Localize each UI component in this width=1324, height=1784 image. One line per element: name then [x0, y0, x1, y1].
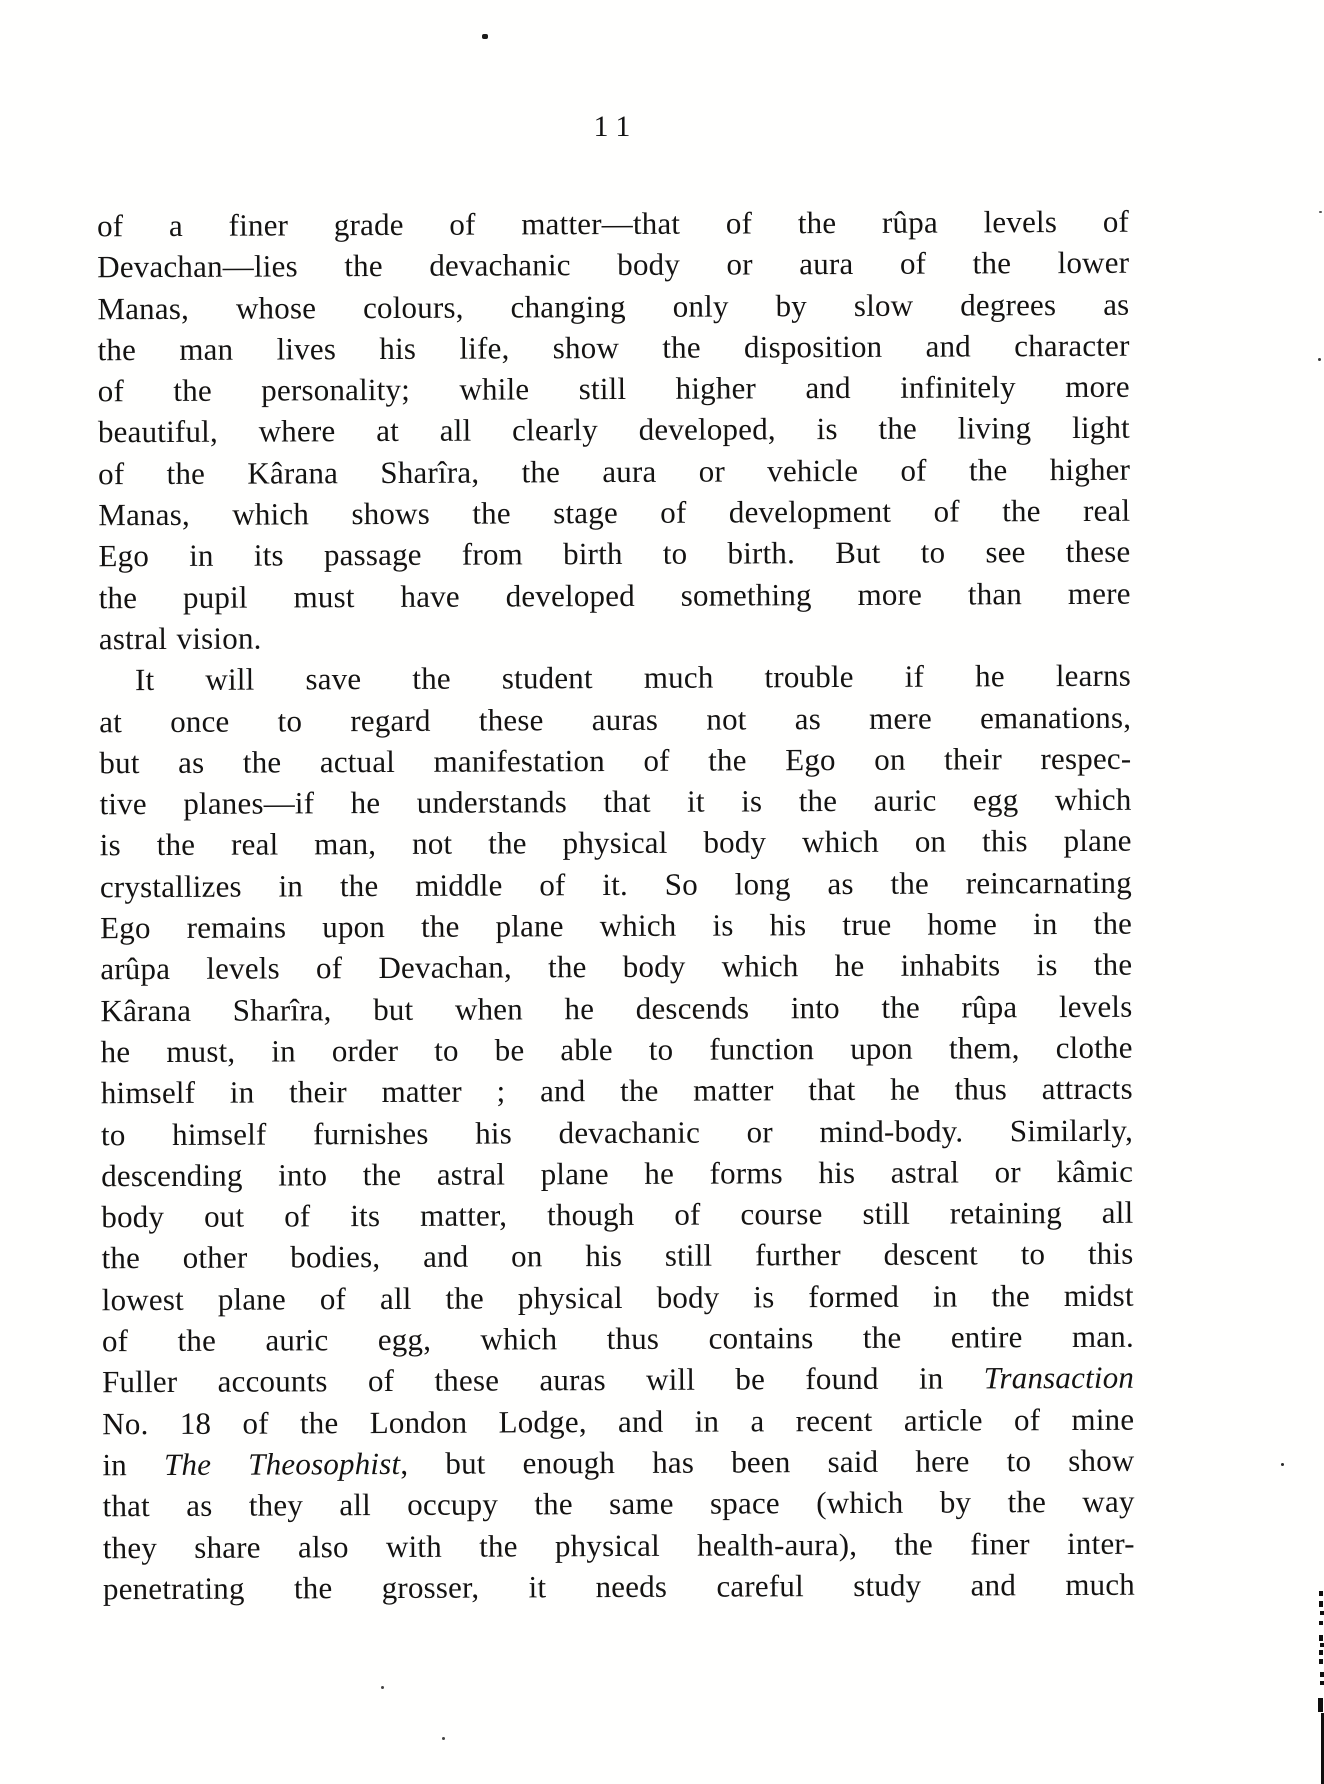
text-run: No. 18 of the London Lodge, and in a recent article of mine: [102, 1401, 1135, 1441]
text-line: [101, 1151, 1133, 1197]
text-line: [100, 944, 1132, 990]
text-line: [102, 1440, 1134, 1486]
scan-speck: [381, 1686, 384, 1689]
text-line: [103, 1522, 1135, 1568]
text-line: [100, 820, 1132, 866]
text-line: [102, 1398, 1134, 1444]
text-run: Manas, which shows the stage of development of the real: [98, 492, 1131, 533]
text-run: body out of its matter, though of course still retaining all: [101, 1194, 1134, 1235]
text-run: lowest plane of all the physical body is formed in the midst: [101, 1277, 1134, 1317]
text-line: [100, 903, 1132, 949]
text-run: Ego in its passage from birth to birth. But to see these: [98, 534, 1131, 574]
page-number: 11: [593, 110, 639, 143]
text-run: to himself furnishes his devachanic or mind-body. Similarly,: [100, 1112, 1134, 1152]
text-run: tive planes—if he understands that it is the auric egg which: [99, 781, 1132, 822]
scan-speck: [1281, 1463, 1284, 1466]
text-run: Kârana Sharîra, but when he descends into the rûpa levels: [100, 988, 1133, 1028]
text-run: himself in their matter ; and the matter that he thus attracts: [100, 1070, 1133, 1111]
text-line: [99, 572, 1131, 618]
scan-speck: [1318, 358, 1321, 361]
text-line: [98, 490, 1130, 536]
text-line: [103, 1481, 1135, 1527]
text-line: [97, 242, 1129, 288]
text-run: in: [102, 1446, 165, 1483]
text-run: Devachan—lies the devachanic body or aura of the lower: [97, 245, 1130, 285]
text-line: [99, 614, 1131, 660]
text-line: [98, 449, 1130, 495]
scan-speck: [442, 1737, 445, 1740]
text-line: [101, 1027, 1133, 1073]
text-line: [97, 325, 1129, 371]
text-line: [101, 1109, 1133, 1155]
text-run: at once to regard these auras not as mere emanations,: [99, 699, 1132, 739]
text-run: , but enough has been said here to show: [400, 1442, 1135, 1481]
text-line: [98, 366, 1130, 412]
italic-text-run: The Theosophist: [163, 1445, 401, 1482]
text-run: Manas, whose colours, changing only by slow degrees as: [97, 286, 1130, 326]
text-line: [99, 779, 1131, 825]
text-run: of a finer grade of matter—that of the rûpa levels of: [96, 203, 1130, 244]
text-run: descending into the astral plane he forms his astral or kâmic: [101, 1153, 1134, 1194]
text-run: is the real man, not the physical body which on this plane: [99, 823, 1132, 863]
text-run: that as they all occupy the same space (which by the way: [102, 1483, 1135, 1524]
text-run: arûpa levels of Devachan, the body which he inhabits is the: [100, 947, 1133, 987]
text-run: he must, in order to be able to function upon them, clothe: [100, 1029, 1133, 1070]
scan-speck: [482, 34, 488, 39]
text-line: [99, 655, 1131, 701]
text-line: [102, 1274, 1134, 1320]
text-run: the other bodies, and on his still further descent to this: [101, 1236, 1134, 1276]
page-text: [97, 201, 1135, 1610]
text-line: [99, 738, 1131, 784]
text-run: they share also with the physical health-aura), the finer inter-: [102, 1525, 1135, 1565]
text-line: [98, 531, 1130, 577]
italic-text-run: Transaction: [983, 1360, 1135, 1396]
text-line: [100, 985, 1132, 1031]
scan-speck: [1319, 211, 1322, 213]
text-run: penetrating the grosser, it needs careful study and much: [102, 1566, 1136, 1607]
text-line: [99, 696, 1131, 742]
text-run: beautiful, where at all clearly developed, is the living light: [97, 410, 1130, 450]
text-run: of the auric egg, which thus contains the entire man.: [101, 1318, 1134, 1359]
text-line: [101, 1233, 1133, 1279]
text-run: the man lives his life, show the disposition and character: [97, 327, 1130, 368]
text-run: It will save the student much trouble if he learns: [134, 658, 1132, 698]
text-line: [101, 1192, 1133, 1238]
text-run: of the Kârana Sharîra, the aura or vehicle of the higher: [98, 451, 1131, 492]
text-line: [97, 201, 1129, 247]
text-line: [103, 1564, 1135, 1610]
text-run: of the personality; while still higher and infinitely more: [97, 368, 1130, 409]
text-line: [97, 283, 1129, 329]
text-line: [101, 1068, 1133, 1114]
text-run: astral vision.: [98, 620, 262, 657]
text-run: Ego remains upon the plane which is his true home in the: [100, 905, 1133, 946]
text-line: [98, 407, 1130, 453]
text-line: [102, 1357, 1134, 1403]
text-run: crystallizes in the middle of it. So long as the reincarnating: [99, 864, 1132, 905]
text-run: Fuller accounts of these auras will be found in: [102, 1360, 984, 1400]
text-line: [100, 861, 1132, 907]
text-run: but as the actual manifestation of the Ego on their respec-: [99, 740, 1132, 781]
text-line: [102, 1316, 1134, 1362]
text-run: the pupil must have developed something more than mere: [98, 575, 1131, 615]
